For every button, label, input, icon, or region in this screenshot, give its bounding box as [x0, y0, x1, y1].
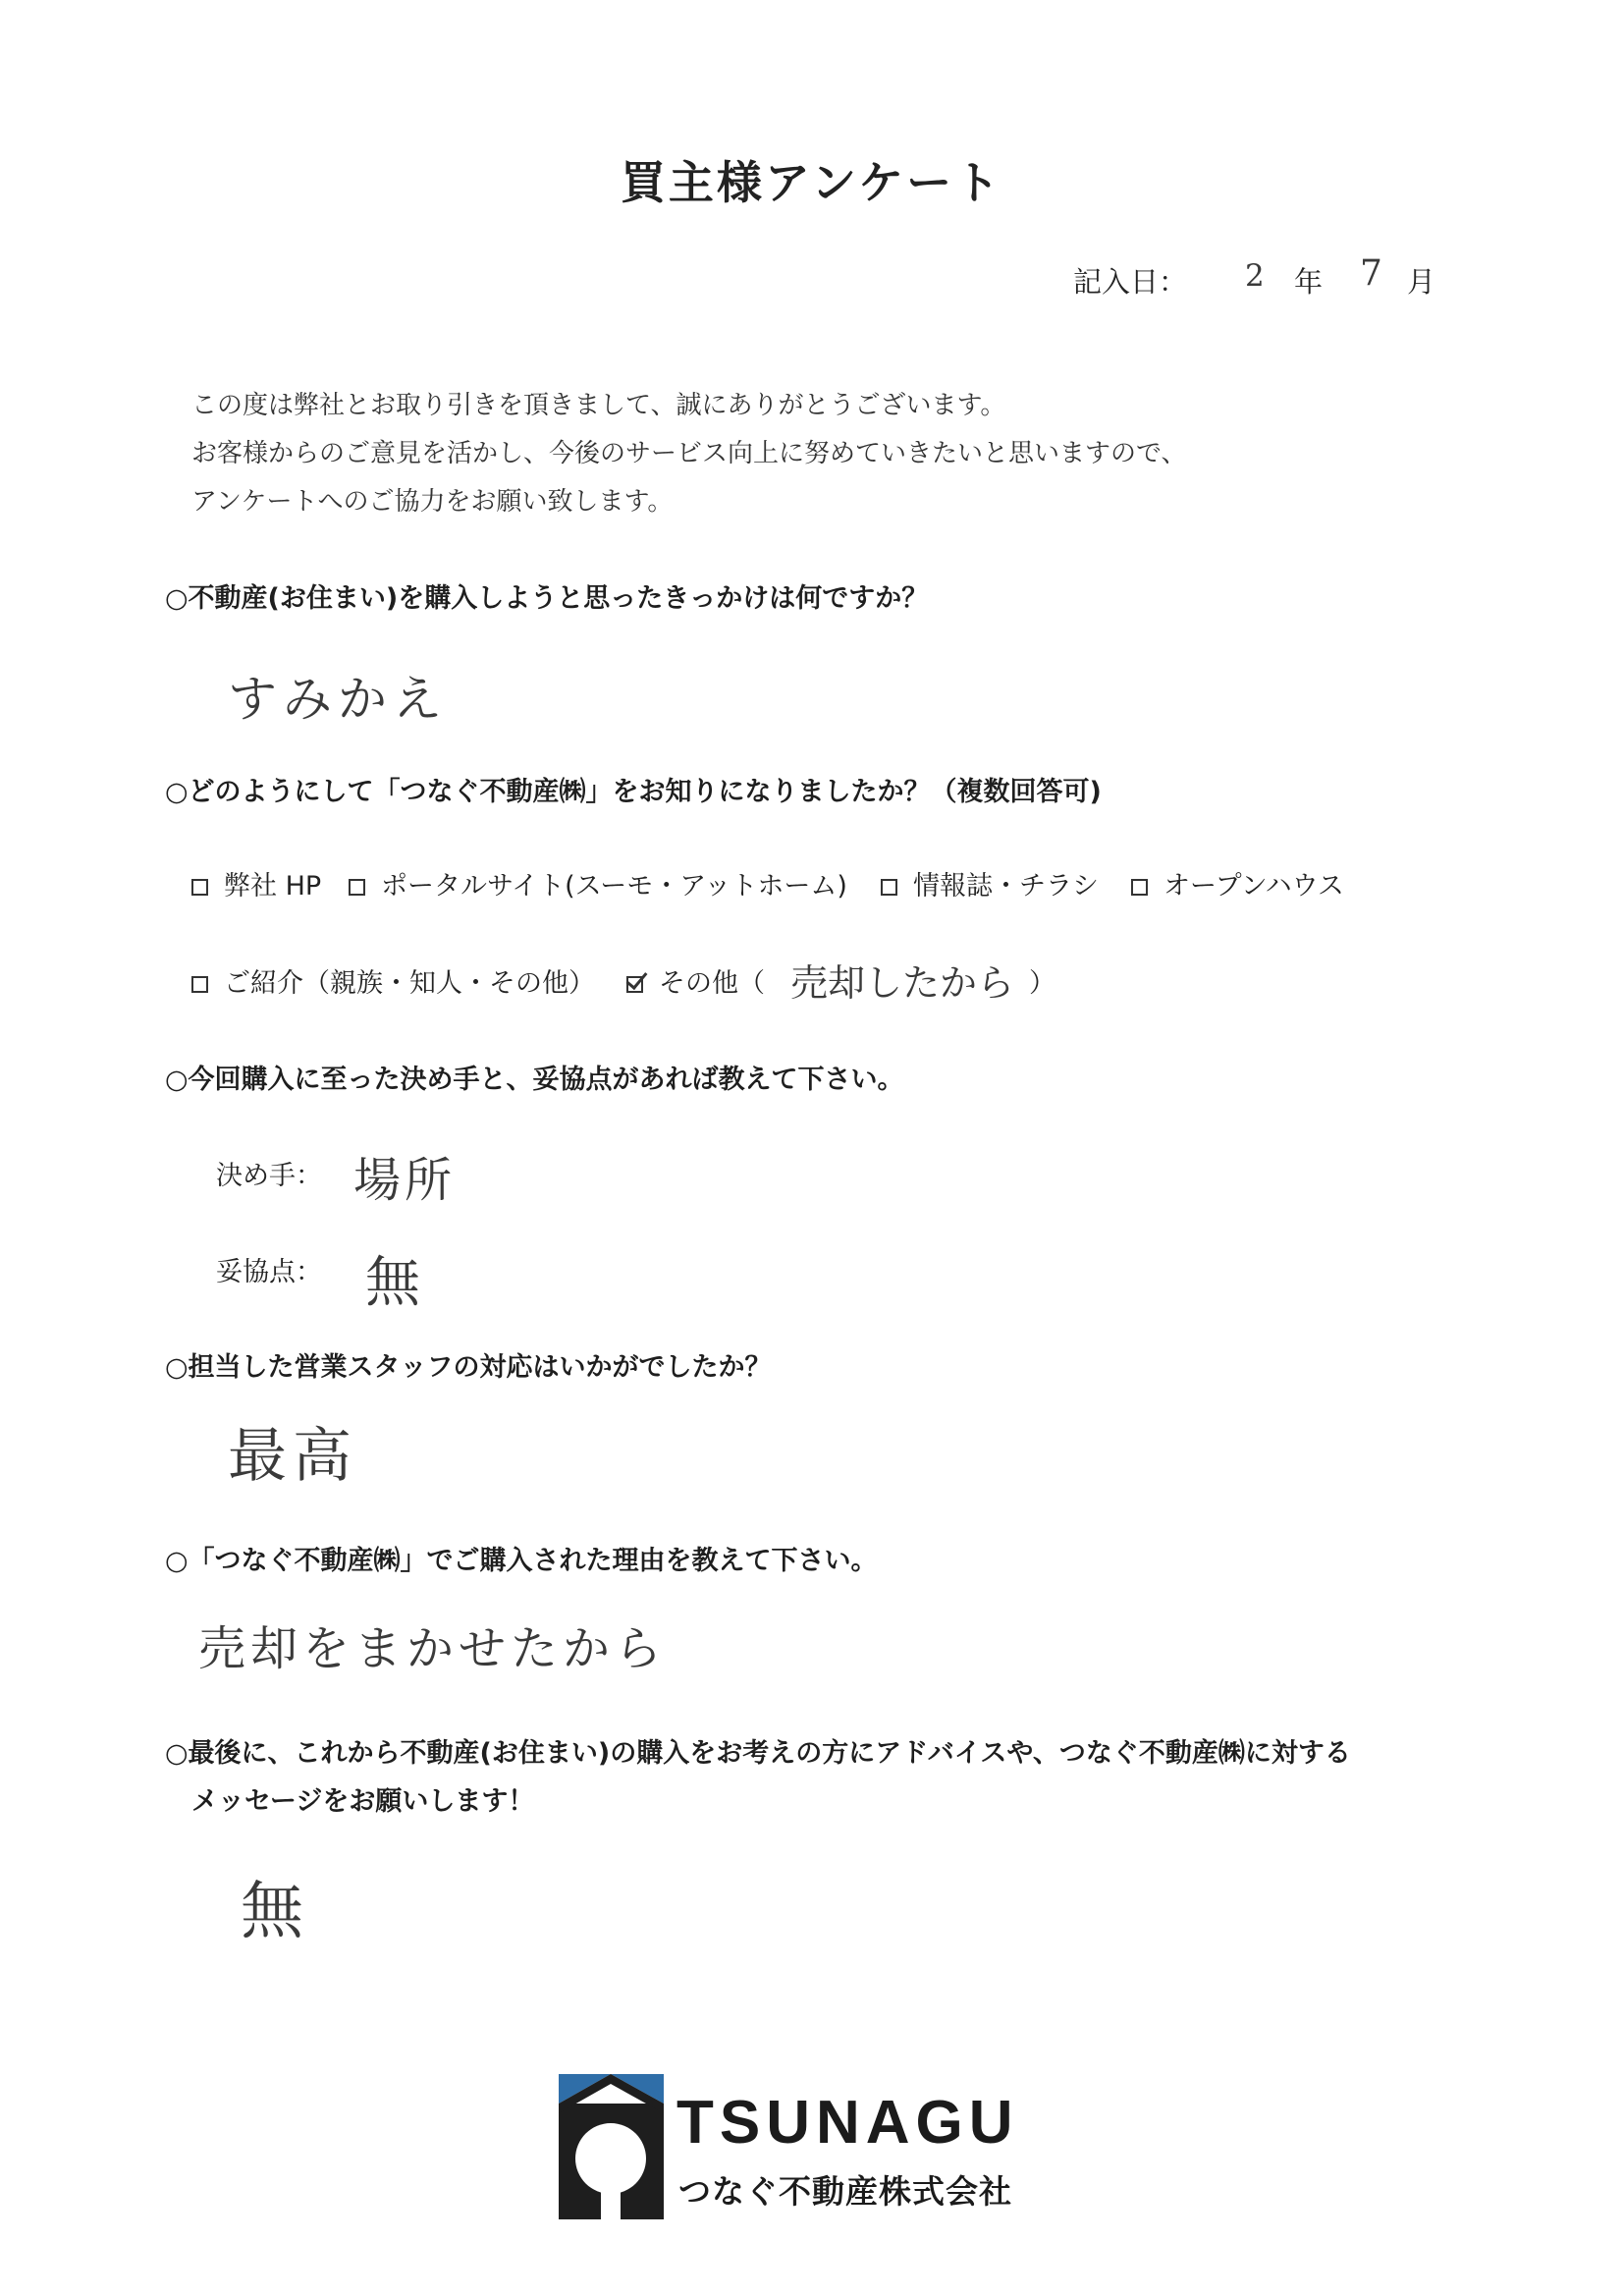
option-referral-label: ご紹介（親族・知人・その他） [224, 968, 595, 999]
logo-name-jp: つなぐ不動産株式会社 [678, 2172, 1012, 2211]
option-other-label: その他（ [659, 968, 765, 999]
question-6-label-line-2: メッセージをお願いします！ [191, 1786, 535, 1817]
date-month-value: 7 [1360, 253, 1382, 294]
checkbox-portal-site[interactable] [349, 879, 365, 896]
question-6-label-line-1: ○最後に、これから不動産(お住まい)の購入をお考えの方にアドバイスや、つなぐ不動産㈱に対する [165, 1738, 1351, 1769]
company-logo [559, 2074, 1050, 2221]
date-month-unit: 月 [1407, 265, 1436, 299]
checkbox-company-hp[interactable] [191, 879, 208, 896]
checkbox-referral[interactable] [191, 976, 208, 993]
option-referral[interactable] [191, 961, 595, 1000]
question-5-label: ○「つなぐ不動産㈱」でご購入された理由を教えて下さい。 [165, 1546, 878, 1576]
checkbox-open-house[interactable] [1131, 879, 1148, 896]
option-company-hp[interactable] [191, 864, 321, 902]
tsunagu-house-icon [559, 2074, 664, 2219]
date-year-value: 2 [1245, 258, 1265, 294]
option-open-house[interactable] [1131, 864, 1344, 902]
question-1-answer: すみかえ [228, 671, 448, 728]
question-6-answer: 無 [241, 1876, 303, 1948]
date-label: 記入日： [1073, 265, 1188, 299]
option-portal-site-label: ポータルサイト(スーモ・アットホーム) [381, 871, 847, 902]
option-other[interactable] [626, 961, 765, 1000]
question-4-label: ○担当した営業スタッフの対応はいかがでしたか？ [165, 1352, 772, 1383]
option-company-hp-label: 弊社 HP [224, 871, 322, 902]
checkbox-other[interactable] [626, 976, 643, 993]
option-open-house-label: オープンハウス [1163, 871, 1344, 902]
intro-line-3: アンケートへのご協力をお願い致します。 [191, 487, 674, 517]
date-year-unit: 年 [1294, 265, 1324, 299]
deciding-factor-answer: 場所 [353, 1153, 457, 1208]
question-1-label: ○不動産(お住まい)を購入しようと思ったきっかけは何ですか？ [165, 583, 929, 614]
question-2-label: ○どのようにして「つなぐ不動産㈱」をお知りになりましたか？（複数回答可) [165, 777, 1102, 807]
intro-line-2: お客様からのご意見を活かし、今後のサービス向上に努めていきたいと思いますので、 [191, 439, 1187, 468]
option-other-close-paren: ） [1029, 968, 1055, 999]
question-5-answer: 売却をまかせたから [198, 1621, 668, 1676]
checkbox-magazine-flyer[interactable] [881, 879, 897, 896]
intro-line-1: この度は弊社とお取り引きを頂きまして、誠にありがとうございます。 [191, 391, 1006, 420]
option-magazine-flyer[interactable] [881, 864, 1099, 902]
compromise-label: 妥協点： [216, 1257, 322, 1287]
logo-name-en: TSUNAGU [676, 2089, 1019, 2157]
option-magazine-flyer-label: 情報誌・チラシ [913, 871, 1099, 902]
compromise-answer: 無 [365, 1251, 420, 1315]
deciding-factor-label: 決め手： [216, 1161, 322, 1191]
option-other-answer: 売却したから [790, 961, 1015, 1005]
page-title: 買主様アンケート [620, 156, 1003, 209]
question-3-label: ○今回購入に至った決め手と、妥協点があれば教えて下さい。 [165, 1065, 904, 1095]
option-portal-site[interactable] [349, 864, 847, 902]
question-4-answer: 最高 [228, 1422, 357, 1491]
